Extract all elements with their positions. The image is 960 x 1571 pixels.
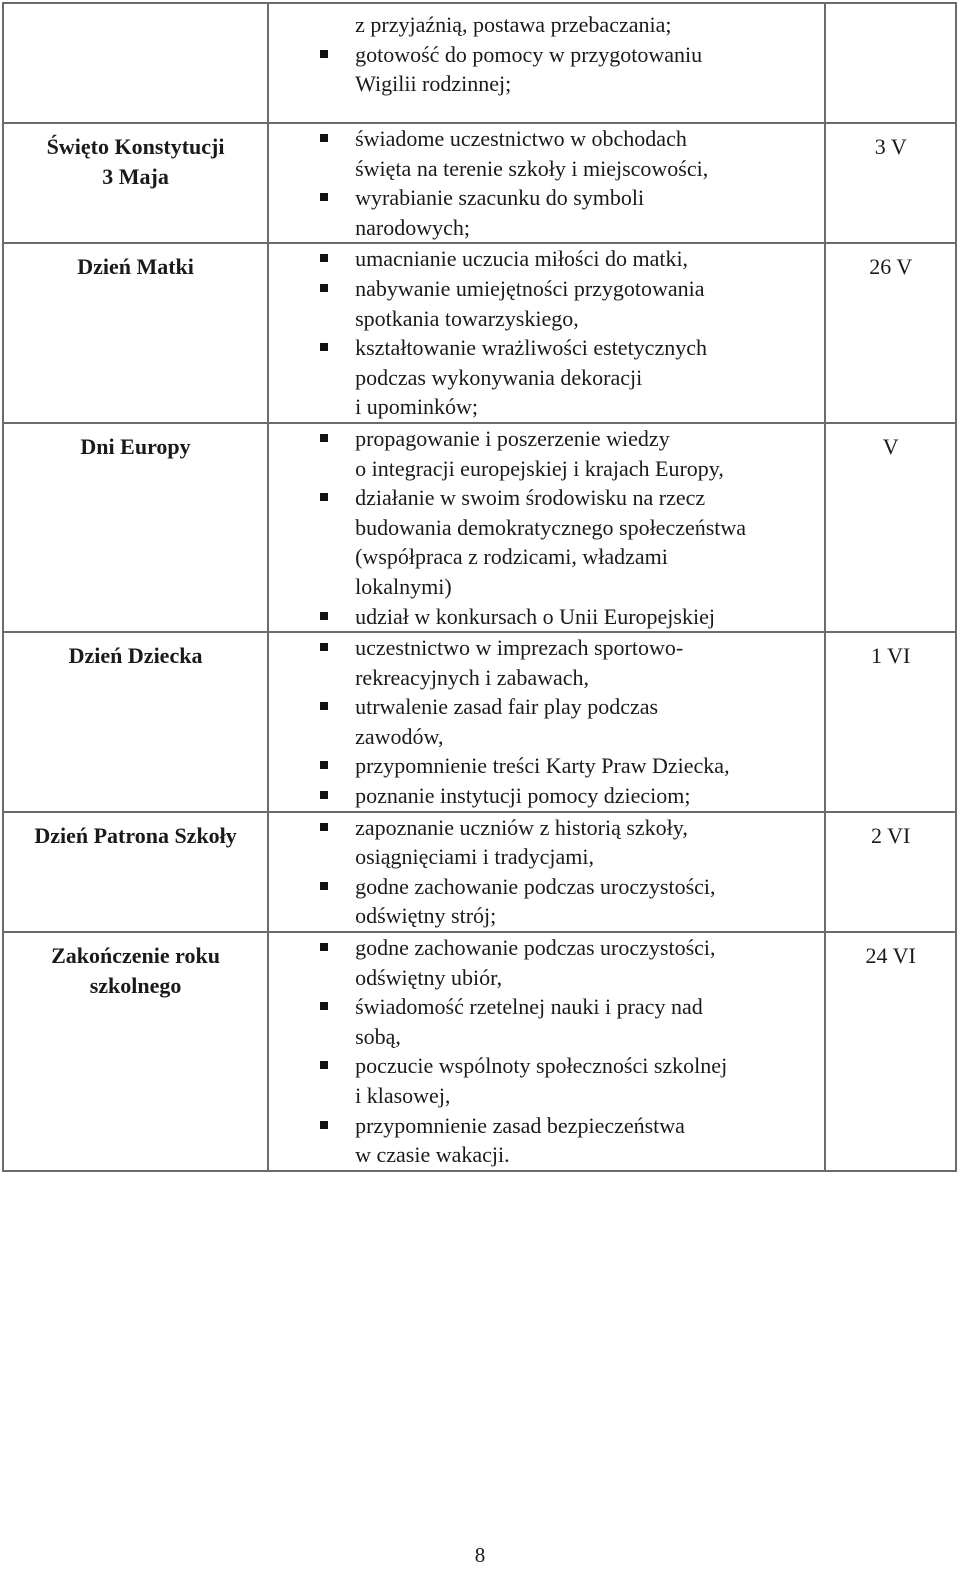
square-bullet-icon [320, 134, 328, 142]
event-name [4, 4, 267, 12]
goals-cell [268, 243, 825, 423]
goal-item [269, 424, 824, 483]
event-cell [3, 812, 268, 932]
event-name: Dni Europy [80, 433, 191, 459]
goal-text: umacnianie uczucia miłości do matki, [355, 246, 689, 272]
goals-list [269, 933, 824, 1170]
goal-text: przypomnienie zasad bezpieczeństwa w czasie wakacji. [355, 1112, 685, 1168]
goal-item [269, 1111, 824, 1170]
goals-cell [268, 932, 825, 1171]
date-cell [825, 123, 956, 243]
goal-text: wyrabianie szacunku do symboli narodowych; [355, 185, 645, 240]
square-bullet-icon [320, 493, 328, 501]
table-row [3, 243, 956, 423]
square-bullet-icon [320, 1061, 328, 1069]
goal-text: zapoznanie uczniów z historią szkoły, osiągnięciami i tradycjami, [355, 814, 688, 870]
goal-item [269, 813, 824, 872]
goal-text: propagowanie i poszerzenie wiedzy o integracji europejskiej i krajach Europy, [355, 425, 724, 481]
square-bullet-icon [320, 284, 328, 292]
table-row [3, 3, 956, 123]
goal-item [269, 483, 824, 601]
goals-cell [268, 3, 825, 123]
goal-item [269, 124, 824, 183]
square-bullet-icon [320, 254, 328, 262]
goal-continuation-text: z przyjaźnią, postawa przebaczania; [355, 12, 672, 37]
square-bullet-icon [320, 50, 328, 58]
event-date: V [882, 433, 899, 459]
event-cell [3, 632, 268, 812]
goal-item [269, 274, 824, 333]
square-bullet-icon [320, 823, 328, 831]
goal-text: kształtowanie wrażliwości estetycznych podczas wykonywania dekoracji i upominków; [355, 335, 707, 420]
goal-text: przypomnienie treści Karty Praw Dziecka, [355, 753, 730, 779]
goal-item [269, 183, 824, 242]
square-bullet-icon [320, 702, 328, 710]
goal-text: utrwalenie zasad fair play podczas zawodów, [355, 694, 659, 749]
goal-text: świadomość rzetelnej nauki i pracy nad sobą, [355, 994, 703, 1049]
events-table-body [3, 3, 956, 1171]
goal-item [269, 751, 824, 781]
event-date: 1 VI [871, 643, 911, 669]
goals-list [269, 633, 824, 811]
goal-item [269, 781, 824, 811]
goals-list [269, 124, 824, 242]
goal-item [269, 244, 824, 274]
square-bullet-icon [320, 612, 328, 620]
goal-item [269, 333, 824, 422]
event-date: 26 V [869, 254, 913, 280]
square-bullet-icon [320, 791, 328, 799]
event-cell [3, 423, 268, 632]
square-bullet-icon [320, 343, 328, 351]
goal-text: działanie w swoim środowisku na rzecz budowania demokratycznego społeczeństwa (współpraca z rodzicami, władzami lokalnymi) [355, 485, 747, 599]
goal-item [269, 633, 824, 692]
square-bullet-icon [320, 943, 328, 951]
goal-item [269, 692, 824, 751]
goal-text: poczucie wspólnoty społeczności szkolnej i klasowej, [355, 1053, 728, 1108]
event-cell [3, 243, 268, 423]
square-bullet-icon [320, 643, 328, 651]
goal-item [269, 933, 824, 992]
event-cell [3, 123, 268, 243]
page-number: 8 [474, 1543, 486, 1567]
date-cell [825, 932, 956, 1171]
event-name: Dzień Matki [77, 254, 194, 280]
goals-cell [268, 423, 825, 632]
event-cell [3, 3, 268, 123]
event-name: Zakończenie roku szkolnego [51, 943, 220, 998]
goal-text: godne zachowanie podczas uroczystości, odświętny ubiór, [355, 935, 716, 990]
goal-item [269, 602, 824, 632]
table-row [3, 423, 956, 632]
event-name: Święto Konstytucji 3 Maja [46, 134, 225, 189]
goal-text: nabywanie umiejętności przygotowania spotkania towarzyskiego, [355, 275, 705, 331]
event-date: 24 VI [865, 943, 916, 969]
goals-list [269, 424, 824, 631]
date-cell [825, 243, 956, 423]
goals-list [269, 10, 824, 99]
goal-item [269, 992, 824, 1051]
square-bullet-icon [320, 193, 328, 201]
events-table [2, 2, 957, 1172]
goal-text: godne zachowanie podczas uroczystości, odświętny strój; [355, 873, 716, 929]
table-row [3, 932, 956, 1171]
event-cell [3, 932, 268, 1171]
square-bullet-icon [320, 761, 328, 769]
date-cell [825, 423, 956, 632]
goals-list [269, 813, 824, 931]
goals-list [269, 244, 824, 422]
square-bullet-icon [320, 1002, 328, 1010]
goals-cell [268, 812, 825, 932]
goal-text: uczestnictwo w imprezach sportowo- rekreacyjnych i zabawach, [355, 635, 684, 690]
goal-text: poznanie instytucji pomocy dzieciom; [355, 783, 691, 809]
goal-text: gotowość do pomocy w przygotowaniu Wigilii rodzinnej; [355, 41, 703, 97]
goals-cell [268, 123, 825, 243]
goal-text: udział w konkursach o Unii Europejskiej [355, 603, 715, 629]
event-name: Dzień Patrona Szkoły [34, 822, 237, 848]
event-date: 2 VI [871, 822, 911, 848]
goal-item [269, 872, 824, 931]
goal-item [269, 40, 824, 99]
date-cell [825, 3, 956, 123]
event-name: Dzień Dziecka [68, 643, 203, 669]
table-row [3, 123, 956, 243]
event-date [826, 4, 955, 12]
goal-item [269, 1051, 824, 1110]
event-date: 3 V [874, 134, 907, 159]
square-bullet-icon [320, 1121, 328, 1129]
square-bullet-icon [320, 434, 328, 442]
date-cell [825, 812, 956, 932]
date-cell [825, 632, 956, 812]
table-row [3, 632, 956, 812]
goals-cell [268, 632, 825, 812]
goal-text: świadome uczestnictwo w obchodach święta na terenie szkoły i miejscowości, [355, 126, 709, 181]
table-row [3, 812, 956, 932]
square-bullet-icon [320, 882, 328, 890]
